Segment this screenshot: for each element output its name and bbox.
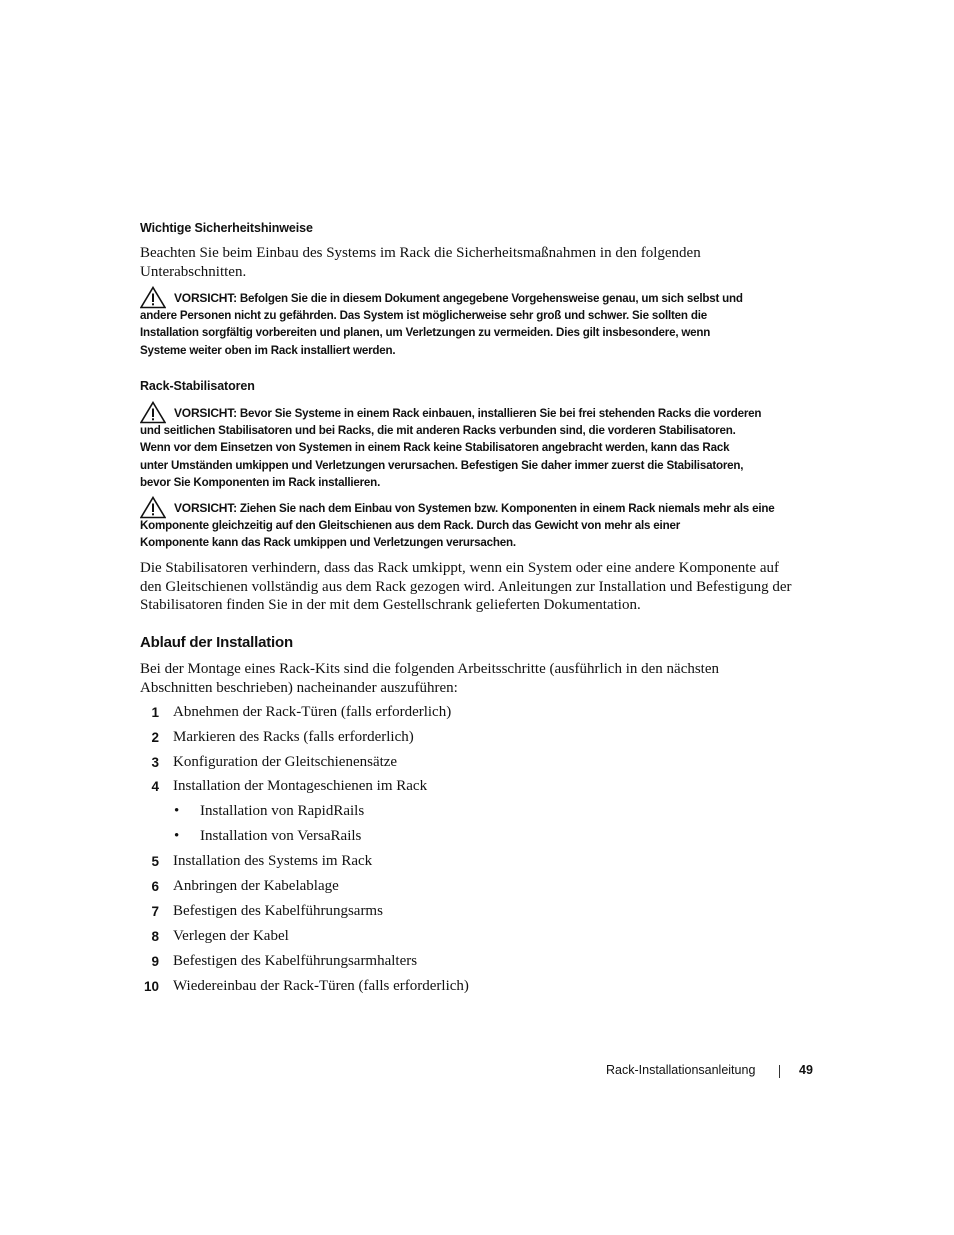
page-number: 49: [799, 1063, 813, 1077]
caution-box-1: [140, 290, 816, 359]
body-line: Abschnitten beschrieben) nacheinander auszuführen:: [140, 679, 458, 696]
list-item: [140, 777, 640, 796]
footer-title: Rack-Installationsanleitung: [606, 1063, 756, 1077]
caution-line: unter Umständen umkippen und Verletzungen verursachen. Befestigen Sie daher immer zuerst die Stabilisatoren,: [140, 458, 744, 472]
list-item: [140, 952, 640, 971]
step-label: Markieren des Racks (falls erforderlich): [173, 729, 414, 745]
list-item: [140, 753, 640, 772]
warning-triangle-icon: [140, 401, 166, 424]
caution-line: Komponente kann das Rack umkippen und Verletzungen verursachen.: [140, 536, 516, 550]
caution-line: Ziehen Sie nach dem Einbau von Systemen bzw. Komponenten in einem Rack niemals mehr als eine: [239, 502, 775, 515]
step-number: 2: [151, 730, 159, 745]
list-item: [140, 852, 640, 871]
safety-intro: Beachten Sie beim Einbau des Systems im Rack die Sicherheitsmaßnahmen in den folgenden Unterabschnitten.: [140, 245, 701, 280]
step-label: Konfiguration der Gleitschienensätze: [173, 754, 398, 770]
caution-line: Befolgen Sie die in diesem Dokument angegebene Vorgehensweise genau, um sich selbst und: [239, 292, 743, 305]
caution-line: Komponente gleichzeitig auf den Gleitschienen aus dem Rack. Durch das Gewicht von mehr als einer: [140, 519, 681, 533]
stabilizers-body: [140, 559, 830, 615]
bullet-label: Installation von VersaRails: [200, 828, 362, 844]
caution-line: andere Personen nicht zu gefährden. Das System ist möglicherweise sehr groß und schwer. Sie sollten die: [140, 309, 707, 323]
heading-install: Ablauf der Installation: [140, 634, 293, 651]
caution-lead: VORSICHT:: [174, 291, 237, 305]
body-line: den Gleitschienen vollständig aus dem Rack gezogen wird. Anleitungen zur Installation und Befestigung der: [140, 578, 792, 595]
footer-divider: [779, 1065, 780, 1078]
body-line: Stabilisatoren finden Sie in der mit dem Gestellschrank gelieferten Dokumentation.: [140, 597, 641, 613]
list-item: [140, 728, 640, 747]
list-item: [140, 877, 640, 896]
install-intro: [140, 660, 820, 697]
list-item: [140, 902, 640, 921]
step-number: 6: [151, 879, 159, 894]
caution-box-3: [140, 500, 816, 552]
body-line: Bei der Montage eines Rack-Kits sind die folgenden Arbeitsschritte (ausführlich in den nächsten: [140, 661, 720, 677]
list-item: [140, 977, 640, 996]
step-label: Befestigen des Kabelführungsarms: [173, 903, 383, 919]
caution-line: und seitlichen Stabilisatoren und bei Racks, die mit anderen Racks verbunden sind, die vorderen Stabilisatoren.: [140, 424, 736, 438]
bullet-icon: •: [174, 828, 180, 844]
caution-line: bevor Sie Komponenten im Rack installieren.: [140, 475, 381, 489]
caution-text-2: [140, 405, 816, 491]
caution-line: Systeme weiter oben im Rack installiert werden.: [140, 343, 396, 357]
caution-line: Bevor Sie Systeme in einem Rack einbauen, installieren Sie bei frei stehenden Racks die vorderen: [239, 407, 762, 420]
caution-text-3: [140, 500, 816, 552]
step-number: 9: [151, 954, 159, 969]
caution-line: Wenn vor dem Einsetzen von Systemen in einem Rack keine Stabilisatoren angebracht werden, kann das Rack: [140, 441, 730, 455]
caution-box-2: [140, 405, 816, 491]
body-line: Die Stabilisatoren verhindern, dass das Rack umkippt, wenn ein System oder eine andere Komponente auf: [140, 560, 779, 576]
step-number: 10: [143, 979, 159, 994]
heading-stabilizers: Rack-Stabilisatoren: [140, 379, 255, 393]
step-label: Befestigen des Kabelführungsarmhalters: [173, 953, 418, 969]
caution-text-1: [140, 290, 816, 359]
warning-triangle-icon: [140, 286, 166, 309]
step-label: Installation der Montageschienen im Rack: [173, 778, 428, 794]
step-number: 8: [151, 929, 159, 944]
step-label: Verlegen der Kabel: [173, 928, 289, 944]
step-label: Installation des Systems im Rack: [173, 853, 373, 869]
step-number: 4: [151, 779, 159, 794]
caution-lead: VORSICHT:: [174, 501, 237, 515]
list-item: [140, 703, 640, 722]
step-label: Anbringen der Kabelablage: [173, 878, 339, 894]
step-number: 3: [151, 755, 159, 770]
bullet-label: Installation von RapidRails: [200, 803, 365, 819]
step-label: Abnehmen der Rack-Türen (falls erforderlich): [173, 704, 452, 720]
heading-safety: Wichtige Sicherheitshinweise: [140, 221, 313, 235]
warning-triangle-icon: [140, 496, 166, 519]
step-label: Wiedereinbau der Rack-Türen (falls erforderlich): [173, 978, 469, 994]
step-number: 1: [151, 705, 159, 720]
step-number: 5: [151, 854, 159, 869]
caution-lead: VORSICHT:: [174, 406, 237, 420]
list-item: [140, 927, 640, 946]
bullet-icon: •: [174, 803, 180, 819]
step-number: 7: [151, 904, 159, 919]
caution-line: Installation sorgfältig vorbereiten und planen, um Verletzungen zu vermeiden. Dies gilt insbesondere, wenn: [140, 326, 711, 340]
